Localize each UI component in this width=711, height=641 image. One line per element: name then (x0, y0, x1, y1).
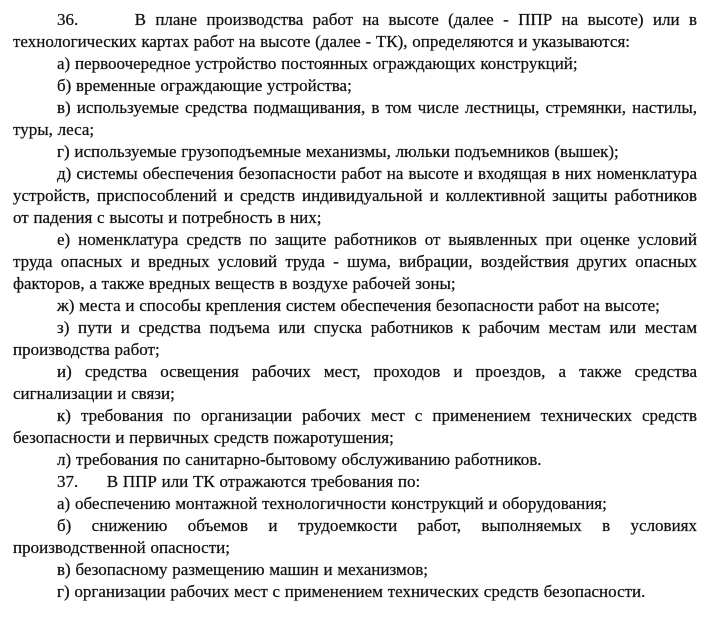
list-item-36-b: б) временные ограждающие устройства; (57, 76, 352, 95)
list-item-36-d: д) системы обеспечения безопасности работ на высоте и входящая в них номенклатура устройств, приспособлений и средств индивидуальной и коллективной защиты работников от падения с высоты и потребность в них; (13, 164, 697, 227)
list-item-36-e: е) номенклатура средств по защите работников от выявленных при оценке условий труда опасных и вредных условий труда - шума, вибрации, воздействия других опасных факторов, а также вредных веществ в воздухе рабочей зоны; (13, 230, 697, 293)
list-item-36-k: к) требования по организации рабочих мест с применением технических средств безопасности и первичных средств пожаротушения; (13, 406, 697, 447)
list-item-36-a: а) первоочередное устройство постоянных ограждающих конструкций; (57, 54, 578, 73)
list-item-36-v: в) используемые средства подмащивания, в том числе лестницы, стремянки, настилы, туры, леса; (13, 98, 697, 139)
list-item-36-i: и) средства освещения рабочих мест, проходов и проездов, а также средства сигнализации и связи; (13, 362, 697, 403)
list-item-37-a: а) обеспечению монтажной технологичности конструкций и оборудования; (57, 494, 607, 513)
paragraph-36-intro: 36. В плане производства работ на высоте (далее - ППР на высоте) или в технологических картах работ на высоте (далее - ТК), определяются и указываются: (13, 10, 697, 51)
list-item-37-b: б) снижению объемов и трудоемкости работ, выполняемых в условиях производственной опасности; (13, 516, 697, 557)
list-item-36-z: з) пути и средства подъема или спуска работников к рабочим местам или местам производства работ; (13, 318, 697, 359)
paragraph-37-intro: 37. В ППР или ТК отражаются требования по: (57, 472, 421, 491)
list-item-36-l: л) требования по санитарно-бытовому обслуживанию работников. (57, 450, 542, 469)
list-item-37-g: г) организации рабочих мест с применением технических средств безопасности. (57, 582, 646, 601)
list-item-36-g: г) используемые грузоподъемные механизмы, люльки подъемников (вышек); (57, 142, 619, 161)
list-item-36-zh: ж) места и способы крепления систем обеспечения безопасности работ на высоте; (57, 296, 660, 315)
list-item-37-v: в) безопасному размещению машин и механизмов; (57, 560, 428, 579)
